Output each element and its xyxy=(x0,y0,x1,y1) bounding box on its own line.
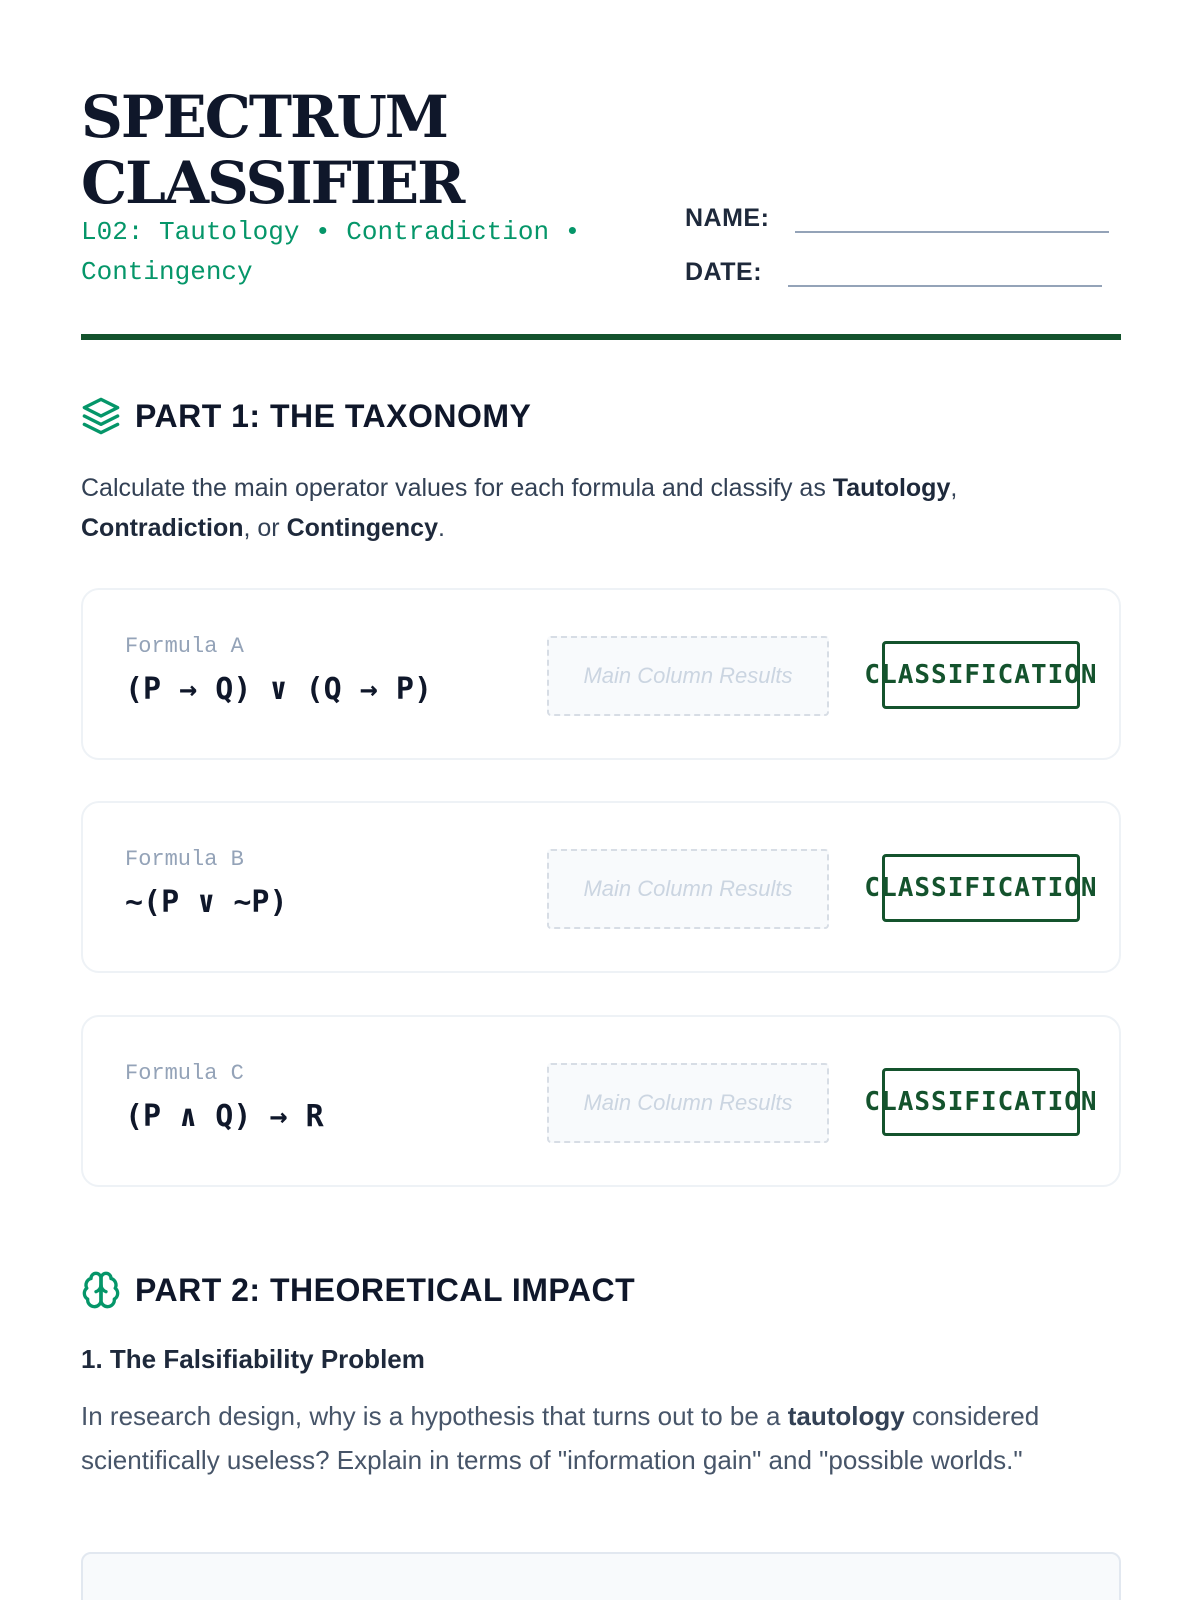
formula-expression: (P ∧ Q) → R xyxy=(125,1099,324,1134)
question-text-part: considered scientifically useless? Explain in terms of "information gain" and "possible worlds." xyxy=(81,1401,1040,1475)
page-title xyxy=(81,84,641,216)
instructions-sep: , xyxy=(950,474,958,502)
formula-card-a xyxy=(81,588,1121,760)
part2-title: PART 2: THEORETICAL IMPACT xyxy=(135,1271,636,1308)
results-input[interactable]: Main Column Results xyxy=(547,1063,829,1143)
classification-button[interactable]: CLASSIFICATION xyxy=(882,1068,1080,1136)
formula-label: Formula C xyxy=(125,1061,244,1086)
part1-instructions xyxy=(81,468,1121,548)
answer-textarea[interactable] xyxy=(81,1552,1121,1600)
name-label: NAME: xyxy=(685,204,770,232)
header-divider xyxy=(81,334,1121,340)
results-input[interactable]: Main Column Results xyxy=(547,636,829,716)
instructions-text: Calculate the main operator values for each formula and classify as xyxy=(81,474,833,502)
date-field-row xyxy=(685,258,1102,287)
layers-icon xyxy=(81,396,121,436)
formula-card-c xyxy=(81,1015,1121,1187)
formula-expression: ~(P ∨ ~P) xyxy=(125,885,288,920)
term-tautology: Tautology xyxy=(832,474,951,502)
title-line-2: CLASSIFIER xyxy=(81,149,464,217)
brain-icon xyxy=(81,1270,121,1310)
term-tautology: tautology xyxy=(787,1401,905,1431)
name-field[interactable] xyxy=(795,209,1109,233)
formula-expression: (P → Q) ∨ (Q → P) xyxy=(125,672,433,707)
question-title: 1. The Falsifiability Problem xyxy=(81,1344,425,1374)
formula-card-b xyxy=(81,801,1121,973)
part1-title: PART 1: THE TAXONOMY xyxy=(135,397,532,434)
results-input[interactable]: Main Column Results xyxy=(547,849,829,929)
term-contingency: Contingency xyxy=(286,514,438,542)
instructions-end: . xyxy=(437,514,445,542)
classification-button[interactable]: CLASSIFICATION xyxy=(882,854,1080,922)
name-field-row xyxy=(685,204,1109,233)
title-line-1: SPECTRUM xyxy=(81,83,448,151)
part1-heading xyxy=(81,396,531,436)
question-text-part: In research design, why is a hypothesis that turns out to be a xyxy=(81,1401,788,1431)
instructions-sep: , or xyxy=(243,514,287,542)
classification-button[interactable]: CLASSIFICATION xyxy=(882,641,1080,709)
question-text xyxy=(81,1394,1081,1482)
date-label: DATE: xyxy=(685,258,763,286)
worksheet xyxy=(81,0,1121,1600)
date-field[interactable] xyxy=(788,263,1102,287)
formula-label: Formula B xyxy=(125,847,244,872)
lesson-subtitle: L02: Tautology • Contradiction • Contingency xyxy=(81,217,581,287)
term-contradiction: Contradiction xyxy=(81,514,244,542)
formula-label: Formula A xyxy=(125,634,244,659)
part2-heading xyxy=(81,1270,635,1310)
